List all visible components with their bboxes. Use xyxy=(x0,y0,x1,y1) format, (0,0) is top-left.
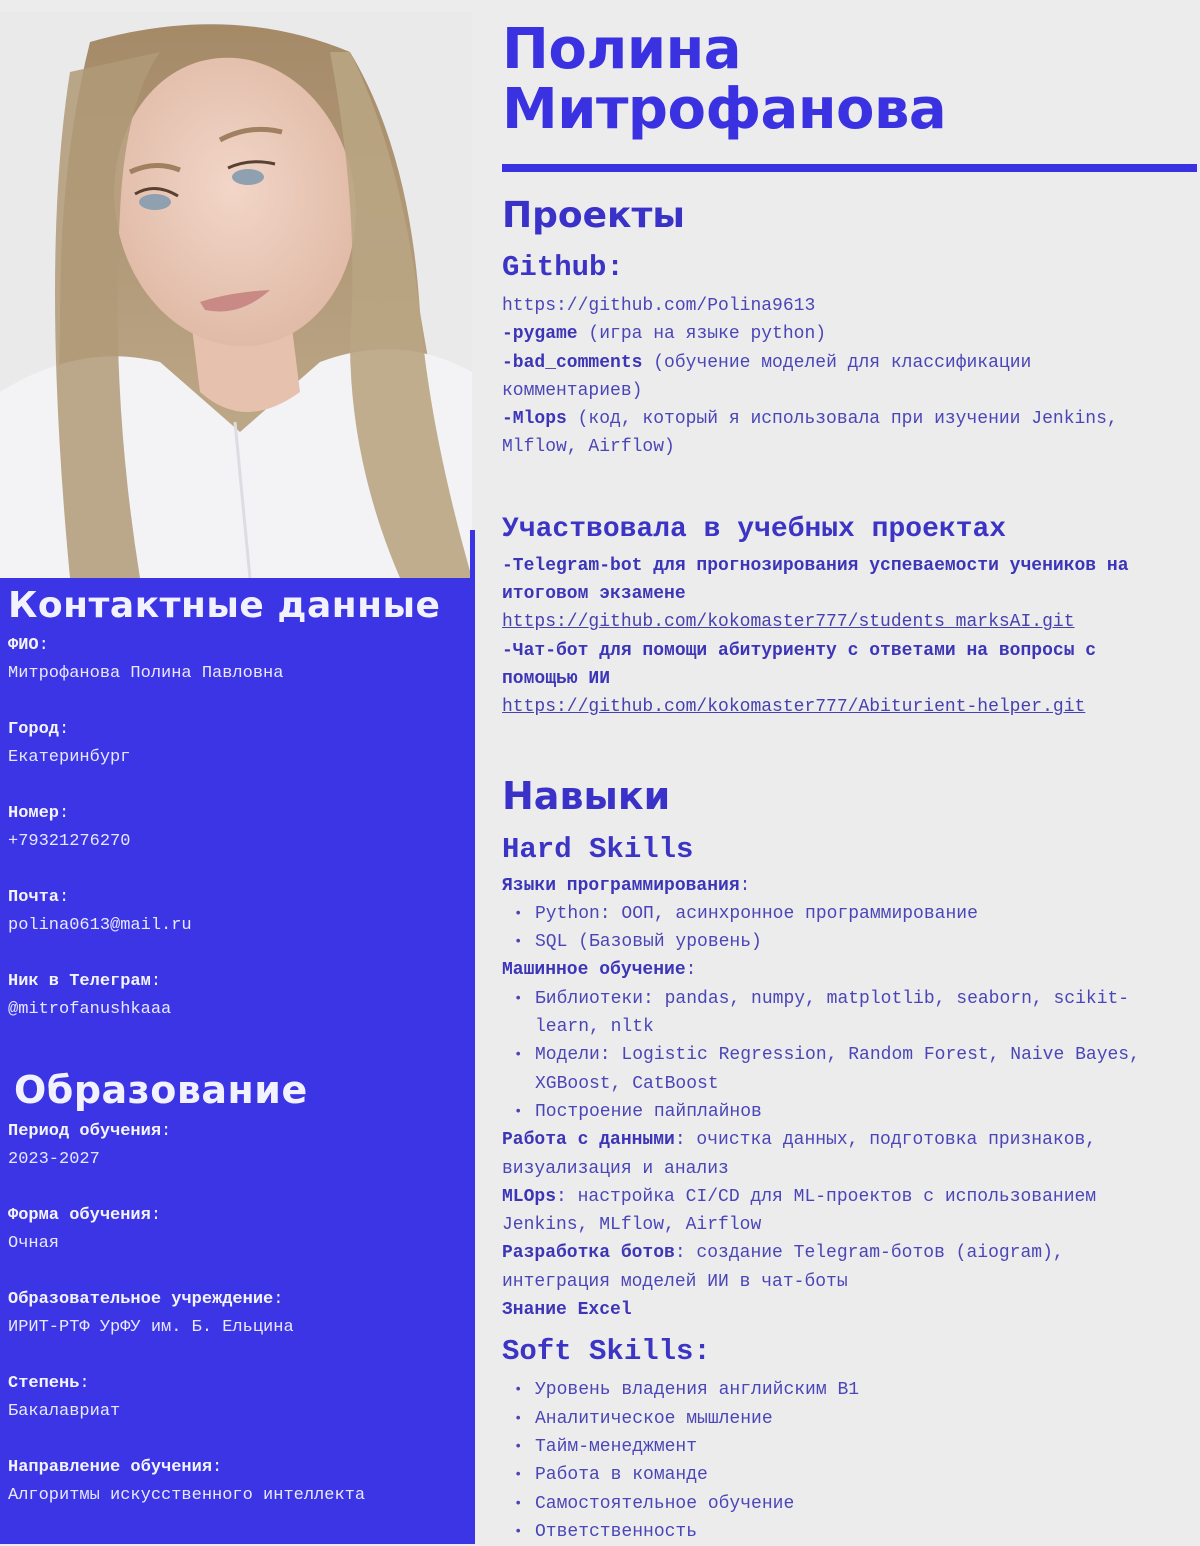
field-label: Ник в Телеграм : xyxy=(8,968,467,996)
field-label: Номер : xyxy=(8,800,467,828)
list-item: • Модели: Logistic Regression, Random Forest, Naive Bayes, XGBoost, CatBoost xyxy=(502,1041,1167,1098)
list-item: • SQL (Базовый уровень) xyxy=(502,928,1172,956)
list-item: • Построение пайплайнов xyxy=(502,1098,1167,1126)
github-section xyxy=(502,292,1200,462)
skills-heading: Навыки xyxy=(502,773,671,818)
repo-desc: (игра на языке python) xyxy=(577,324,827,345)
repo-item-pygame xyxy=(502,320,1200,348)
repo-item-bad-comments xyxy=(502,349,1102,406)
contact-field-telegram xyxy=(8,968,467,1024)
study-project-link[interactable]: https://github.com/kokomaster777/Abiturient-helper.git xyxy=(502,697,1086,718)
list-item: • Ответственность xyxy=(502,1518,1200,1546)
field-label: Период обучения : xyxy=(8,1118,467,1146)
field-label: Степень : xyxy=(8,1370,467,1398)
edu-field-institution xyxy=(8,1286,467,1342)
repo-item-mlops xyxy=(502,405,1162,462)
study-project-desc: -Telegram-bot для прогнозирования успеваемости учеников на итоговом экзамене xyxy=(502,555,1129,605)
field-value: Очная xyxy=(8,1234,60,1253)
field-label: Направление обучения : xyxy=(8,1454,467,1482)
field-value: 2023-2027 xyxy=(8,1150,100,1169)
field-label: Город : xyxy=(8,716,467,744)
list-item: • Python: ООП, асинхронное программирование xyxy=(502,900,1172,928)
repo-name[interactable]: -pygame xyxy=(502,324,578,345)
field-value: Алгоритмы искусственного интеллекта xyxy=(8,1486,366,1505)
github-heading: Github: xyxy=(502,251,624,284)
page-title: Полина Митрофанова xyxy=(502,17,947,142)
field-value: Бакалавриат xyxy=(8,1402,121,1421)
main-content xyxy=(502,0,1200,1544)
repo-name[interactable]: -Mlops xyxy=(502,409,567,430)
data-skill: Работа с данными: очистка данных, подготовка признаков, визуализация и анализ xyxy=(502,1130,1097,1179)
contact-field-fio xyxy=(8,632,467,688)
list-item: • Самостоятельное обучение xyxy=(502,1490,1200,1518)
field-value: ИРИТ-РТФ УрФУ им. Б. Ельцина xyxy=(8,1318,294,1337)
list-item: • Уровень владения английским B1 xyxy=(502,1376,1200,1404)
field-label: ФИО : xyxy=(8,632,467,660)
phone-number[interactable]: +79321276270 xyxy=(8,832,131,851)
profile-photo xyxy=(0,12,472,578)
field-label: Форма обучения : xyxy=(8,1202,467,1230)
contact-field-city xyxy=(8,716,467,772)
field-value: Митрофанова Полина Павловна xyxy=(8,664,284,683)
education-heading: Образование xyxy=(14,1068,308,1112)
list-item: • Библиотеки: pandas, numpy, matplotlib, seaborn, scikit-learn, nltk xyxy=(502,985,1167,1042)
soft-skills-heading: Soft Skills: xyxy=(502,1335,711,1369)
languages-list xyxy=(502,900,1172,957)
hard-skills-heading: Hard Skills xyxy=(502,832,694,866)
mlops-skill: MLOps: настройка CI/CD для ML-проектов с использованием Jenkins, MLflow, Airflow xyxy=(502,1186,1097,1236)
edu-field-form xyxy=(8,1202,467,1258)
list-item: • Тайм-менеджмент xyxy=(502,1433,1200,1461)
panel-notch xyxy=(470,530,475,580)
field-label: Образовательное учреждение : xyxy=(8,1286,467,1314)
contact-field-phone xyxy=(8,800,467,856)
study-project-desc: -Чат-бот для помощи абитуриенту с ответами на вопросы с помощью ИИ xyxy=(502,640,1097,689)
projects-heading: Проекты xyxy=(502,195,685,236)
field-value: Екатеринбург xyxy=(8,748,131,767)
sidebar-panel xyxy=(0,578,475,1544)
ml-label: Машинное обучение: xyxy=(502,960,697,981)
hard-skills-section xyxy=(502,872,1172,1325)
field-label: Почта : xyxy=(8,884,467,912)
edu-field-major xyxy=(8,1454,467,1510)
telegram-handle[interactable]: @mitrofanushkaaa xyxy=(8,1000,172,1019)
contact-field-email xyxy=(8,884,467,940)
edu-field-period xyxy=(8,1118,467,1174)
github-profile-link[interactable]: https://github.com/Polina9613 xyxy=(502,296,816,316)
study-projects-heading: Участвовала в учебных проектах xyxy=(502,513,1007,545)
list-item: • Аналитическое мышление xyxy=(502,1405,1200,1433)
edu-field-degree xyxy=(8,1370,467,1426)
repo-name[interactable]: -bad_comments xyxy=(502,352,643,373)
email-link[interactable]: polina0613@mail.ru xyxy=(8,916,192,935)
title-divider xyxy=(502,164,1197,172)
list-item: • Работа в команде xyxy=(502,1461,1200,1489)
ml-list xyxy=(502,985,1167,1126)
study-projects-section xyxy=(502,552,1172,722)
repo-desc: (код, который я использовала при изучении Jenkins, Mlflow, Airflow) xyxy=(502,409,1118,458)
soft-skills-list xyxy=(502,1376,1200,1546)
excel-skill: Знание Excel xyxy=(502,1300,632,1321)
study-project-link[interactable]: https://github.com/kokomaster777/students_marksAI.git xyxy=(502,612,1075,633)
education-list xyxy=(8,1118,467,1510)
bots-skill: Разработка ботов: создание Telegram-ботов (aiogram), интеграция моделей ИИ в чат-боты xyxy=(502,1243,1064,1292)
repo-desc: (обучение моделей для классификации комментариев) xyxy=(502,352,1032,401)
contacts-list xyxy=(8,632,467,1024)
contacts-heading: Контактные данные xyxy=(8,585,441,626)
portrait-image xyxy=(0,12,472,578)
languages-label: Языки программирования: xyxy=(502,875,751,896)
